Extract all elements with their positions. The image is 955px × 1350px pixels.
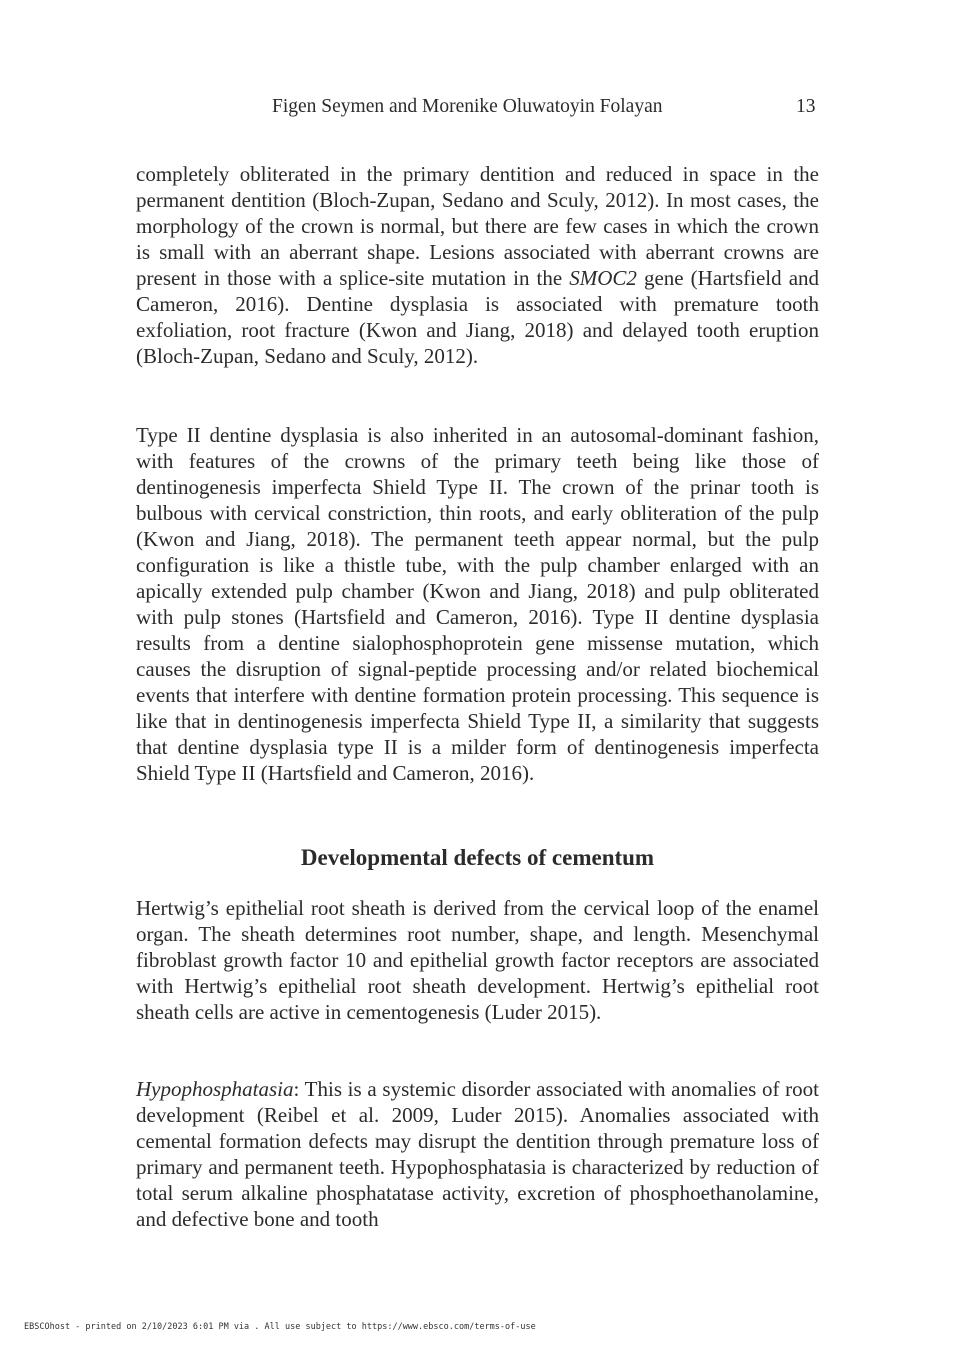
paragraph-3-text: Hertwig’s epithelial root sheath is derived from the cervical loop of the enamel organ. The sheath determines root number, shape, and length. Mesenchymal fibroblast growth factor 10 and epithelial growth factor receptors are associated with Hertwig’s epithelial root sheath development. Hertwig’s epithelial root sheath cells are active in cementogenesis (Luder 2015). xyxy=(136,896,819,1024)
paragraph-3 xyxy=(136,895,819,1025)
paragraph-1-text-a: completely obliterated in the primary dentition and reduced in space in the permanent dentition (Bloch-Zupan, Sedano and Sculy, 2012). In most cases, the morphology of the crown is normal, but there are few cases in which the crown is small with an aberrant shape. Lesions associated with aberrant crowns are present in those with a splice-site mutation in the xyxy=(136,162,819,290)
page-number: 13 xyxy=(796,96,816,117)
running-head: Figen Seymen and Morenike Oluwatoyin Folayan xyxy=(272,96,663,117)
section-heading: Developmental defects of cementum xyxy=(300,845,655,870)
footer-notice: EBSCOhost - printed on 2/10/2023 6:01 PM via . All use subject to https://www.ebsco.com/terms-of-use xyxy=(24,1322,536,1332)
paragraph-2 xyxy=(136,422,819,786)
gene-name-smoc2: SMOC2 xyxy=(569,266,637,290)
paragraph-4 xyxy=(136,1076,819,1232)
paragraph-2-text: Type II dentine dysplasia is also inherited in an autosomal-dominant fashion, with features of the crowns of the primary teeth being like those of dentinogenesis imperfecta Shield Type II. The crown of the prinar tooth is bulbous with cervical constriction, thin roots, and early obliteration of the pulp (Kwon and Jiang, 2018). The permanent teeth appear normal, but the pulp configuration is like a thistle tube, with the pulp chamber enlarged with an apically extended pulp chamber (Kwon and Jiang, 2018) and pulp obliterated with pulp stones (Hartsfield and Cameron, 2016). Type II dentine dysplasia results from a dentine sialophosphoprotein gene missense mutation, which causes the disruption of signal-peptide processing and/or related biochemical events that interfere with dentine formation protein processing. This sequence is like that in dentinogenesis imperfecta Shield Type II, a similarity that suggests that dentine dysplasia type II is a milder form of dentinogenesis imperfecta Shield Type II (Hartsfield and Cameron, 2016). xyxy=(136,423,819,785)
paragraph-1-text-b: gene (Hartsfield and Cameron, 2016). Dentine dysplasia is associated with premature tooth exfoliation, root fracture (Kwon and Jiang, 2018) and delayed tooth eruption (Bloch-Zupan, Sedano and Sculy, 2012). xyxy=(136,266,820,368)
paragraph-4-text: : This is a systemic disorder associated with anomalies of root development (Reibel et al. 2009, Luder 2015). Anomalies associated with cemental formation defects may disrupt the dentition through premature loss of primary and permanent teeth. Hypophosphatasia is characterized by reduction of total serum alkaline phosphatatase activity, excretion of phosphoethanolamine, and defective bone and tooth xyxy=(136,1077,819,1231)
paragraph-1 xyxy=(136,161,819,369)
term-hypophosphatasia: Hypophosphatasia xyxy=(136,1077,294,1101)
